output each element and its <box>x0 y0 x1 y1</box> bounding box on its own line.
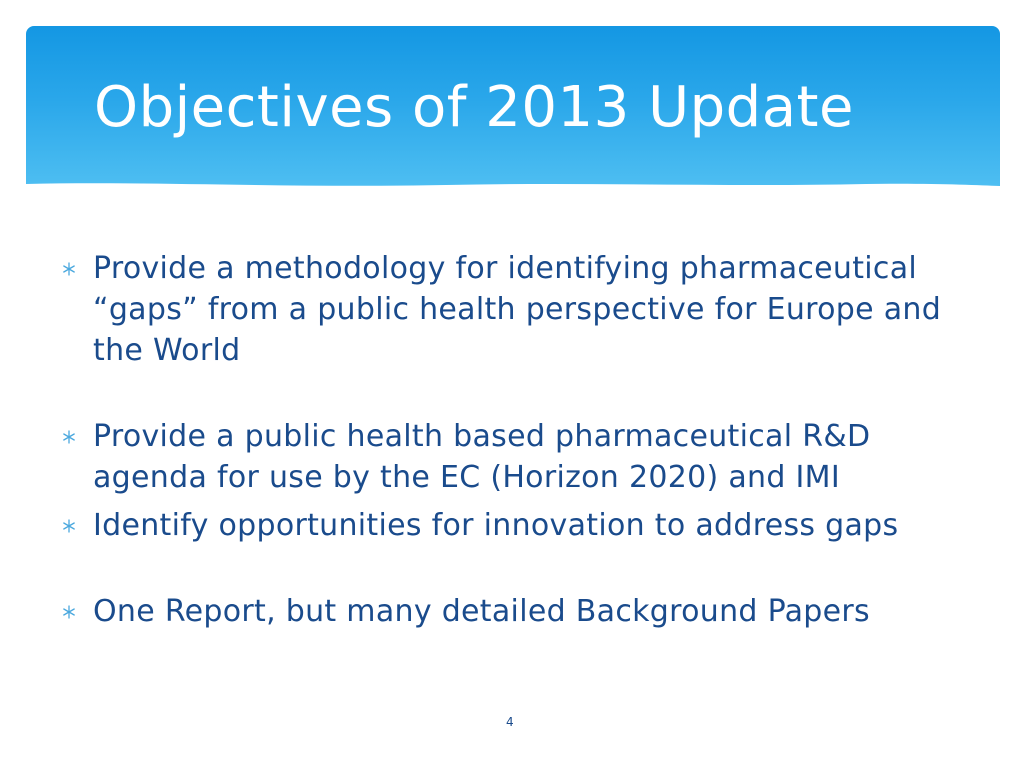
slide-title: Objectives of 2013 Update <box>94 75 854 140</box>
asterisk-icon <box>62 262 76 276</box>
banner-wave <box>26 181 1000 190</box>
page-number: 4 <box>506 715 514 729</box>
bullet-item <box>62 248 982 371</box>
bullet-list <box>62 248 982 632</box>
bullet-text: One Report, but many detailed Background Papers <box>93 594 870 629</box>
asterisk-icon <box>62 430 76 444</box>
bullet-text: Provide a public health based pharmaceutical R&D agenda for use by the EC (Horizon 2020) and IMI <box>93 419 871 495</box>
bullet-item <box>62 505 982 546</box>
title-banner <box>26 26 1000 190</box>
bullet-text: Provide a methodology for identifying pharmaceutical “gaps” from a public health perspective for Europe and the World <box>93 251 942 368</box>
asterisk-icon <box>62 519 76 533</box>
bullet-text: Identify opportunities for innovation to address gaps <box>93 508 899 543</box>
bullet-item <box>62 416 982 498</box>
asterisk-icon <box>62 605 76 619</box>
bullet-item <box>62 591 982 632</box>
